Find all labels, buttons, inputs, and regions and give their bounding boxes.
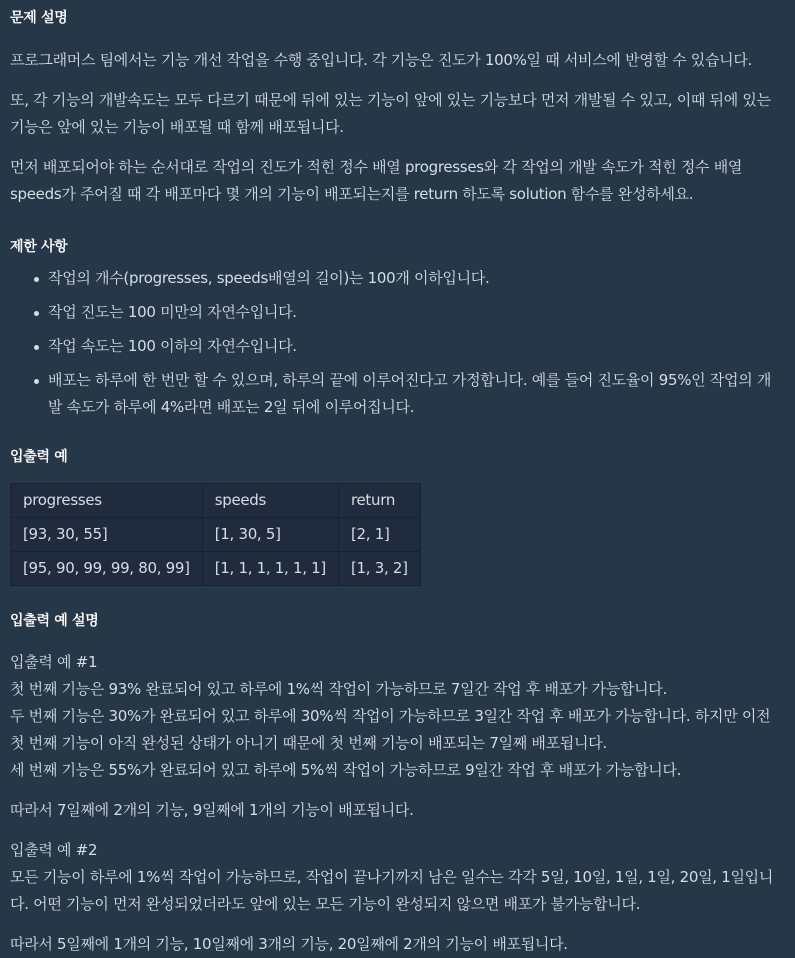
example-1-line: 세 번째 기능은 55%가 완료되어 있고 하루에 5%씩 작업이 가능하므로 9일간 작업 후 배포가 가능합니다. bbox=[10, 761, 682, 779]
table-cell: [95, 90, 99, 99, 80, 99] bbox=[11, 552, 203, 586]
table-row bbox=[11, 552, 421, 586]
example-2-title: 입출력 예 #2 bbox=[10, 841, 98, 859]
column-header-return: return bbox=[338, 484, 420, 518]
column-header-progresses: progresses bbox=[11, 484, 203, 518]
table-row bbox=[11, 518, 421, 552]
io-examples-table bbox=[10, 483, 421, 586]
example-1-summary: 따라서 7일째에 2개의 기능, 9일째에 1개의 기능이 배포됩니다. bbox=[10, 801, 414, 819]
table-cell: [2, 1] bbox=[338, 518, 420, 552]
example-2-summary: 따라서 5일째에 1개의 기능, 10일째에 3개의 기능, 20일째에 2개의 기능이 배포됩니다. bbox=[10, 935, 568, 953]
table-cell: [93, 30, 55] bbox=[11, 518, 203, 552]
column-header-speeds: speeds bbox=[202, 484, 338, 518]
example-2-line: 모든 기능이 하루에 1%씩 작업이 가능하므로, 작업이 끝나기까지 남은 일수는 각각 5일, 10일, 1일, 1일, 20일, 1일입니다. 어떤 기능이 먼저 완성되었더라도 앞에 있는 모든 기능이 완성되지 않으면 배포가 불가능합니다. bbox=[10, 868, 774, 913]
description-paragraph-1: 프로그래머스 팀에서는 기능 개선 작업을 수행 중입니다. 각 기능은 진도가 100%일 때 서비스에 반영할 수 있습니다. bbox=[10, 51, 753, 69]
description-paragraph-2: 또, 각 기능의 개발속도는 모두 다르기 때문에 뒤에 있는 기능이 앞에 있는 기능보다 먼저 개발될 수 있고, 이때 뒤에 있는 기능은 앞에 있는 기능이 배포될 때 함께 배포됩니다. bbox=[10, 91, 771, 136]
section-heading-constraints: 제한 사항 bbox=[10, 239, 68, 255]
example-1-line: 두 번째 기능은 30%가 완료되어 있고 하루에 30%씩 작업이 가능하므로 3일간 작업 후 배포가 가능합니다. 하지만 이전 첫 번째 기능이 아직 완성된 상태가 아니기 때문에 첫 번째 기능이 배포되는 7일째 배포됩니다. bbox=[10, 707, 771, 752]
constraints-list bbox=[10, 265, 785, 421]
table-cell: [1, 3, 2] bbox=[338, 552, 420, 586]
table-header-row bbox=[11, 484, 421, 518]
constraint-item: 작업의 개수(progresses, speeds배열의 길이)는 100개 이하입니다. bbox=[30, 265, 785, 292]
table-cell: [1, 1, 1, 1, 1, 1] bbox=[202, 552, 338, 586]
example-1-line: 첫 번째 기능은 93% 완료되어 있고 하루에 1%씩 작업이 가능하므로 7일간 작업 후 배포가 가능합니다. bbox=[10, 680, 667, 698]
constraint-item: 작업 속도는 100 이하의 자연수입니다. bbox=[30, 333, 785, 360]
constraint-item: 작업 진도는 100 미만의 자연수입니다. bbox=[30, 299, 785, 326]
constraint-item: 배포는 하루에 한 번만 할 수 있으며, 하루의 끝에 이루어진다고 가정합니다. 예를 들어 진도율이 95%인 작업의 개발 속도가 하루에 4%라면 배포는 2일 뒤에 이루어집니다. bbox=[30, 367, 785, 421]
section-heading-io-examples: 입출력 예 bbox=[10, 449, 68, 465]
description-paragraph-3: 먼저 배포되어야 하는 순서대로 작업의 진도가 적힌 정수 배열 progresses와 각 작업의 개발 속도가 적힌 정수 배열 speeds가 주어질 때 각 배포마다 몇 개의 기능이 배포되는지를 return 하도록 solution 함수를 완성하세요. bbox=[10, 158, 743, 203]
table-cell: [1, 30, 5] bbox=[202, 518, 338, 552]
section-heading-description: 문제 설명 bbox=[10, 10, 68, 26]
section-heading-io-explanation: 입출력 예 설명 bbox=[10, 613, 99, 629]
example-1-title: 입출력 예 #1 bbox=[10, 653, 98, 671]
